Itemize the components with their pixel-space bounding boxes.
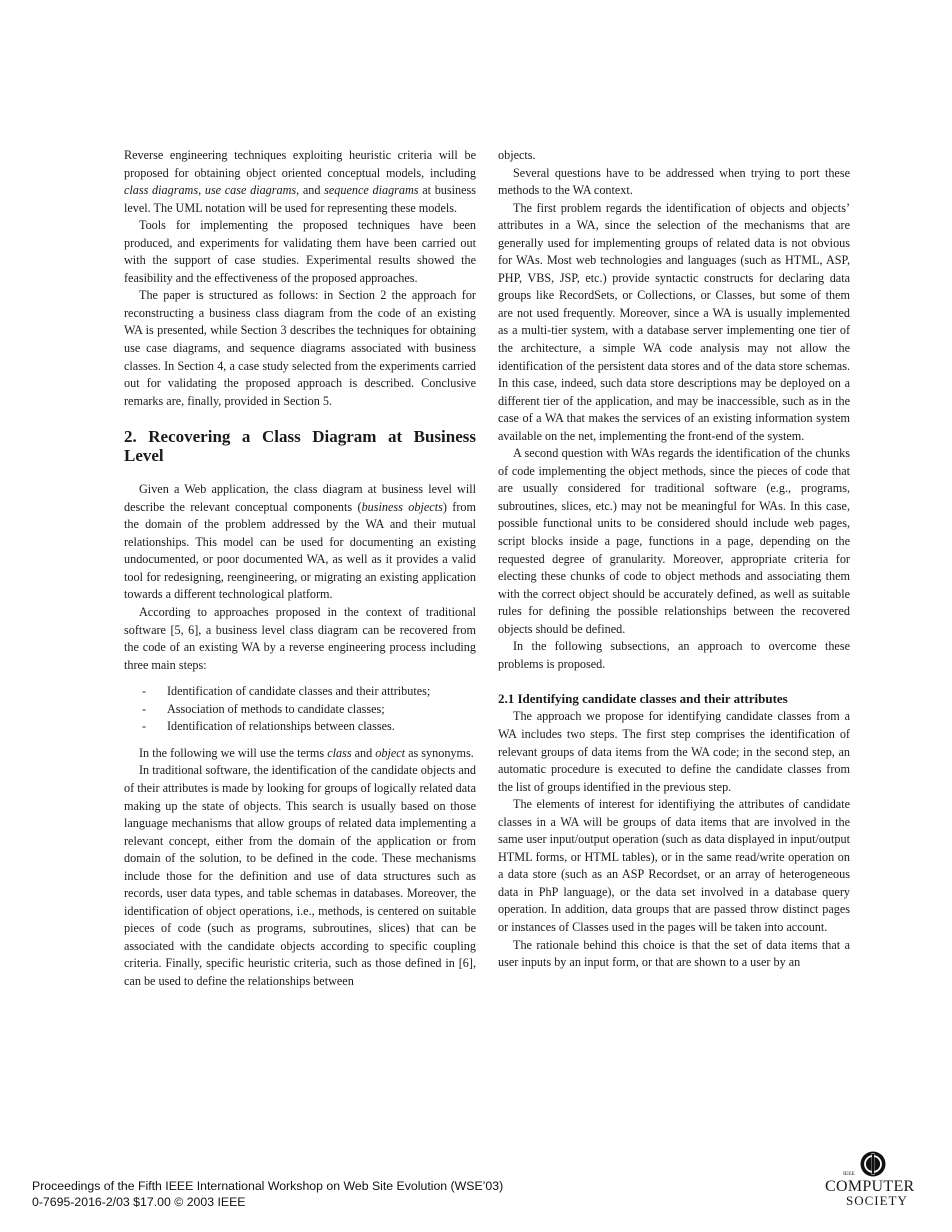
left-paragraph-7: In traditional software, the identification of the candidate objects and of their attributes is made by looking for groups of logically related data making up the state of objects. This search is usually based on those language mechanisms that allow groups of related data implementing a relevant concept, either from the domain of the application or from domain of the solution, to be defined in the code. These mechanisms include those for the definition and use of data structures such as records, user data types, and table schemas in databases. Moreover, the identification of object operations, i.e., methods, is centered on suitable pieces of code (such as programs, subroutines, slices) that can be associated with the candidate objects according to specific coupling criteria. Finally, specific heuristic criteria, such as those defined in [6], can be used to define the relationships between: [124, 763, 476, 988]
right-paragraph-0: objects.: [498, 148, 536, 162]
computer-society-logo: [822, 1150, 922, 1210]
footer-proceedings: Proceedings of the Fifth IEEE International Workshop on Web Site Evolution (WSE’03): [32, 1179, 504, 1193]
left-paragraph-4: Given a Web application, the class diagram at business level will describe the relevant conceptual components (business objects) from the domain of the problem addressed by the WA and their mutual relationships. This model can be used for documenting an existing undocumented, or poor documented WA, as well as it provides a valid tool for redesigning, reengineering, or migrating an existing application towards a different technological platform.: [124, 482, 476, 602]
left-paragraph-1: Reverse engineering techniques exploiting heuristic criteria will be proposed for obtaining object oriented conceptual models, including class diagrams, use case diagrams, and sequence diagrams at business level. The UML notation will be used for representing these models.: [124, 148, 476, 215]
section-2-heading: 2. Recovering a Class Diagram at Business Level: [124, 427, 476, 466]
right-paragraph-5: The approach we propose for identifying candidate classes from a WA includes two steps. The first step comprises the identification of relevant groups of data items from the WA code; in the second step, an automatic procedure is executed to define the candidate classes from the list of groups identified in the previous step.: [498, 709, 850, 794]
list-item: - Identification of relationships between classes.: [142, 719, 395, 734]
right-paragraph-7: The rationale behind this choice is that the set of data items that a user inputs by an input form, or that are shown to a user by an: [498, 937, 850, 970]
logo-line-2: SOCIETY: [846, 1193, 908, 1208]
left-column: [124, 147, 476, 991]
right-paragraph-1: Several questions have to be addressed when trying to port these methods to the WA context.: [498, 165, 850, 198]
ieee-emblem-icon: [859, 1150, 887, 1178]
right-paragraph-4: In the following subsections, an approach to overcome these problems is proposed.: [498, 639, 850, 671]
logo-line-1: COMPUTER: [825, 1178, 915, 1195]
steps-list: [124, 683, 476, 736]
subsection-2-1-heading: 2.1 Identifying candidate classes and their attributes: [498, 691, 788, 707]
list-item: - Association of methods to candidate classes;: [142, 701, 385, 716]
right-paragraph-6: The elements of interest for identifiying the attributes of candidate classes in a WA will be groups of data items that are involved in the same user input/output operation (such as data displayed in input/output HTML forms, or HTML tables), or in the same read/write operation on a data store (such as an ASP Recordset, or an array of heterogeneous data in PhP language), or the data set involved in a database query operation. In addition, data groups that are passed throw distinct pages or instances of Classes used in the pages will be taken into account.: [498, 797, 850, 934]
footer-copyright: 0-7695-2016-2/03 $17.00 © 2003 IEEE: [32, 1194, 246, 1209]
left-paragraph-3: The paper is structured as follows: in Section 2 the approach for reconstructing a business class diagram from the code of an existing WA is presented, while Section 3 describes the techniques for obtaining use case diagrams, and sequence diagrams associated with business classes. In Section 4, a case study selected from the experiments carried out for validating the proposed approach is described. Conclusive remarks are, finally, provided in Section 5.: [124, 288, 476, 408]
logo-ieee: IEEE: [843, 1171, 855, 1177]
list-item: - Identification of candidate classes and their attributes;: [142, 684, 431, 699]
right-paragraph-2: The first problem regards the identification of objects and objects’ attributes in a WA, since the selection of the mechanisms that are generally used for implementing groups of related data is not obvious for WAs. Most web technologies and languages (such as HTML, ASP, PHP, VBS, JSP, etc.) provide syntactic constructs for declaring data groups like RecordSets, or Collections, or Classes, but some of them are not used frequently. Moreover, since a WA is usually implemented as a multi-tier system, with a database server implementing one tier of the architecture, a simple WA code analysis may not allow the identification of the persistent data stores and of the data store schemas. In this case, indeed, such data store descriptions may be deployed on a different tier of the application, and may be inaccessible, such as in the case of a WA that makes the services of an existing information system available on the net, implementing the front-end of the system.: [498, 200, 850, 443]
right-column: [498, 147, 850, 972]
left-paragraph-5: According to approaches proposed in the context of traditional software [5, 6], a business level class diagram can be recovered from the code of an existing WA by a reverse engineering process including three main steps:: [124, 605, 476, 672]
left-paragraph-6: In the following we will use the terms class and object as synonyms.: [139, 745, 474, 760]
page-footer: [32, 1179, 503, 1210]
left-paragraph-2: Tools for implementing the proposed techniques have been produced, and experiments for validating them have been carried out with the support of case studies. Experimental results showed the feasibility and the effectiveness of the proposed approaches.: [124, 218, 476, 285]
right-paragraph-3: A second question with WAs regards the identification of the chunks of code implementing the object methods, since the pieces of code that are usually considered for traditional software (e.g., programs, subroutines, slices, etc.) may not be meaningful for WAs. In this case, possible functional units to be considered should include web pages, script blocks inside a page, functions in a page, depending on the requested degree of granularity. Moreover, appropriate criteria for electing these chunks of code to object methods and associating them with the correct object should be accurately defined, as well as suitable rules for defining the possible relationships between the recovered objects should be defined.: [498, 446, 850, 636]
